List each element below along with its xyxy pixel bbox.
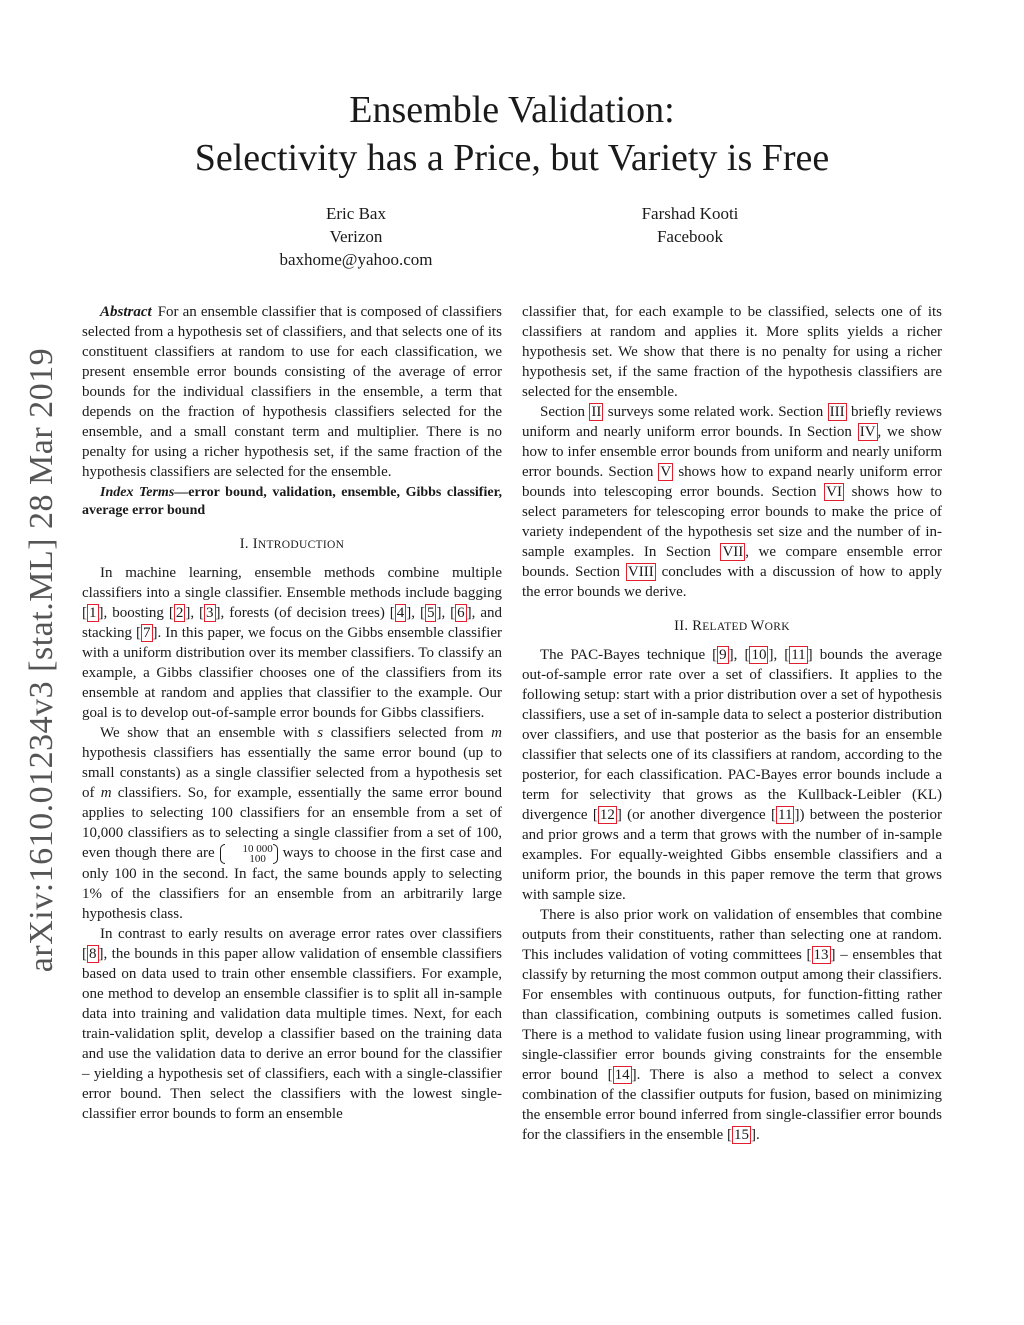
section-link[interactable]: VIII — [627, 564, 654, 580]
citation-link[interactable]: 8 — [89, 945, 97, 962]
citation-link[interactable]: 11 — [778, 807, 793, 823]
citation-link[interactable]: 11 — [791, 647, 806, 663]
citation-link[interactable]: 9 — [719, 647, 727, 663]
right-column — [522, 302, 942, 1145]
citation-link[interactable]: 15 — [733, 1127, 749, 1143]
index-terms — [82, 484, 502, 520]
citation-link[interactable]: 4 — [396, 605, 405, 621]
author-affiliation: Verizon — [329, 227, 383, 246]
section-link[interactable]: II — [591, 404, 602, 420]
citation-link[interactable]: 10 — [751, 647, 767, 663]
citation-link[interactable]: 14 — [614, 1067, 630, 1083]
abstract — [82, 302, 502, 482]
citation-link[interactable]: 13 — [813, 947, 829, 963]
author-name: Eric Bax — [326, 204, 386, 223]
citation-link[interactable]: 7 — [143, 625, 151, 641]
section-link[interactable]: VII — [722, 544, 744, 560]
intro-paragraph-3-continued: classifier that, for each example to be classified, selects one of its classifiers at random and applies it. More splits yields a richer hypothesis set. We show that there is no penalty for using a richer hypothesis set, if the same fraction of the hypothesis classifiers are selected for the ensemble. — [522, 304, 942, 400]
section-link[interactable]: III — [829, 404, 845, 420]
title-line-2: Selectivity has a Price, but Variety is Free — [194, 137, 830, 179]
related-paragraph-1: The PAC-Bayes technique [ 9 ], [ 10 ], [ 11 ] bounds the average out-of-sample error rate over a set of classifiers. It applies to the following setup: start with a prior distribution over a set of hypothesis classifiers, use a set of in-sample data to select a posterior distribution over classifiers, and use that posterior as the basis for an ensemble classifier that selects one of its classifiers at random, according to the posterior, for each classification. PAC-Bayes error bounds include a term for selectivity that grows as the Kullback-Leibler (KL) divergence [ 12 ] (or another divergence [ 11 ]) between the posterior and prior grows and a term that grows with the number of in-sample examples. For equally-weighted Gibbs ensemble classifiers and a uniform prior, the bounds in this paper remove the term that grows with sample size. — [522, 647, 943, 903]
paper-outline-paragraph: Section II surveys some related work. Section III briefly reviews uniform and nearly uniform error bounds. In Section IV , we show how to infer ensemble error bounds from uniform and nearly uniform error bounds. Section V shows how to expand nearly uniform error bounds into telescoping error bounds. Section VI shows how to select parameters for telescoping error bounds to make the price of variety independent of the hypothesis set size and the number of in-sample examples. In Section VII , we compare ensemble error bounds. Section VIII concludes with a discussion of how to apply the error bounds we derive. — [522, 404, 942, 600]
intro-paragraph-1: In machine learning, ensemble methods combine multiple classifiers into a single classifier. Ensemble methods include bagging [ 1 ], boosting [ 2 ], [ 3 ], forests (of decision trees) [ 4 ], [ 5 ], [ 6 ], and stacking [ 7 ]. In this paper, we focus on the Gibbs ensemble classifier with a uniform distribution over its member classifiers. To classify an example, a Gibbs classifier chooses one of the classifiers from its ensemble at random and applies that classifier to the example. Our goal is to develop out-of-sample error bounds for Gibbs classifiers. — [82, 565, 503, 721]
author-2 — [560, 202, 820, 248]
abstract-text: For an ensemble classifier that is composed of classifiers selected from a hypothesis set of classifiers, and that selects one of its constituent classifiers at random to use for each classification, we present ensemble error bounds consisting of the average of error bounds for the individual classifiers in the ensemble, a term that depends on the fraction of hypothesis classifiers selected for the ensemble, and a small constant term and multiplier. There is no penalty for using a richer hypothesis set, if the same fraction of the hypothesis classifiers are selected for the ensemble. — [82, 304, 502, 480]
author-affiliation: Facebook — [656, 227, 724, 246]
index-terms-label: Index Terms — [100, 485, 175, 500]
title-line-1: Ensemble Validation: — [349, 89, 675, 131]
arxiv-sidebar-stamp — [14, 340, 70, 980]
intro-paragraph-2: We show that an ensemble with s classifiers selected from m hypothesis classifiers has essentially the same error bound (up to small constants) as a single classifier selected from a hypothesis set of m classifiers. So, for example, essentially the same error bound applies to selecting 100 classifiers for an ensemble from a set of 10,000 classifiers as to selecting a single classifier from a set of 100, even though there are 10 000 100 ways to choose in the first case and only 100 in the second. In fact, the same bounds apply to selecting 1% of the classifiers for an ensemble from an arbitrarily large hypothesis class. — [82, 725, 502, 922]
index-terms-text: —error bound, validation, ensemble, Gibbs classifier, average error bound — [82, 485, 502, 518]
citation-link[interactable]: 3 — [206, 605, 214, 621]
left-column — [82, 302, 502, 1124]
intro-paragraph-3: In contrast to early results on average error rates over classifiers [ 8 ], the bounds in this paper allow validation of ensemble classifiers based on data used to train other ensemble classifiers. For example, one method to develop an ensemble classifier is to split all in-sample data into training and validation data multiple times. Next, for each train-validation split, develop a classifier based on the training data and use the validation data to derive an error bound for the classifier – yielding a hypothesis set of classifiers, each with a single-classifier error bound. Then select the classifiers with the lowest single-classifier error bounds to form an ensemble — [82, 925, 502, 1122]
citation-link[interactable]: 1 — [89, 605, 97, 621]
paper-title — [0, 86, 1024, 182]
section-heading-introduction: I. INTRODUCTION — [239, 536, 345, 552]
citation-link[interactable]: 6 — [457, 605, 465, 621]
author-1 — [226, 202, 486, 271]
abstract-label: Abstract — [100, 304, 152, 320]
author-email: baxhome@yahoo.com — [279, 250, 433, 269]
citation-link[interactable]: 2 — [175, 605, 184, 621]
related-paragraph-2: There is also prior work on validation of ensembles that combine outputs from their constituents, rather than selecting one at random. This includes validation of voting committees [ 13 ] – ensembles that classify by returning the most common output among their classifiers. For ensembles with continuous outputs, for function-fitting rather than classification, combining outputs is sometimes called fusion. There is a method to validate fusion using linear programming, with single-classifier error bounds giving constraints for the ensemble error bound [ 14 ]. There is also a method to select a convex combination of the classifier outputs for fusion, based on minimizing the ensemble error bound inferred from single-classifier error bounds for the classifiers in the ensemble [ 15 ]. — [522, 907, 942, 1143]
binomial-coefficient: 10 000 100 — [220, 844, 278, 864]
author-name: Farshad Kooti — [641, 204, 739, 223]
section-heading-related-work: II. RELATED WORK — [674, 618, 790, 634]
section-link[interactable]: V — [660, 464, 672, 480]
citation-link[interactable]: 5 — [426, 605, 435, 621]
section-link[interactable]: IV — [859, 424, 876, 440]
section-link[interactable]: VI — [826, 484, 842, 500]
citation-link[interactable]: 12 — [599, 807, 615, 823]
arxiv-identifier: arXiv:1610.01234v3 [stat.ML] 28 Mar 2019 — [23, 347, 60, 973]
